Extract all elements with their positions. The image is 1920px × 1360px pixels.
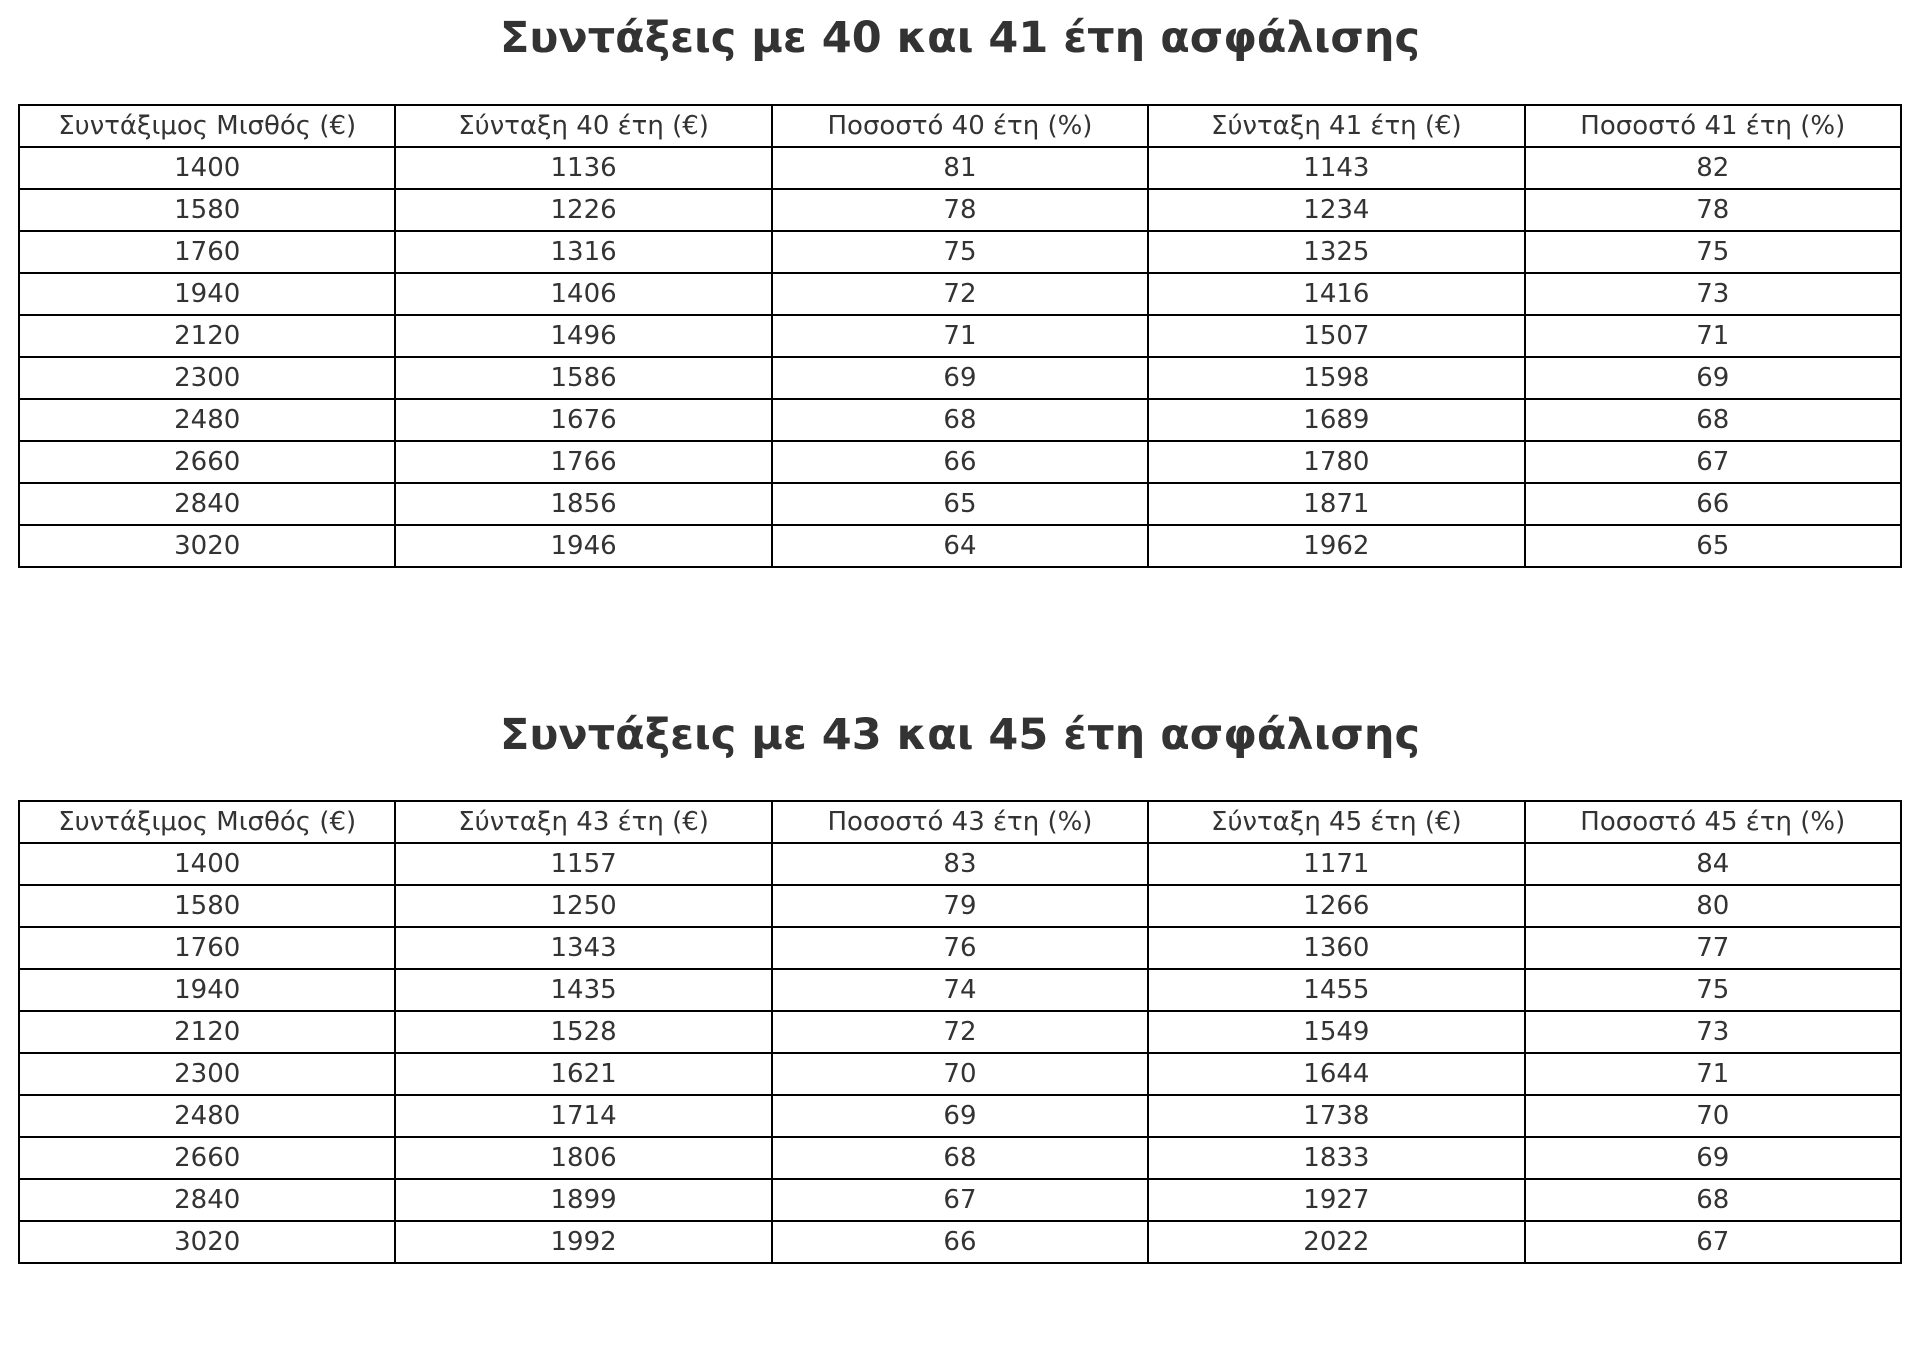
table-cell: 1171 bbox=[1148, 843, 1524, 885]
table-cell: 75 bbox=[1525, 231, 1901, 273]
table-cell: 76 bbox=[772, 927, 1148, 969]
table-row bbox=[19, 1053, 1901, 1095]
table-cell: 1157 bbox=[395, 843, 771, 885]
table-cell: 2120 bbox=[19, 1011, 395, 1053]
table-cell: 1927 bbox=[1148, 1179, 1524, 1221]
table-cell: 75 bbox=[772, 231, 1148, 273]
table-cell: 1714 bbox=[395, 1095, 771, 1137]
table-cell: 2660 bbox=[19, 441, 395, 483]
table-cell: 1598 bbox=[1148, 357, 1524, 399]
table-cell: 1833 bbox=[1148, 1137, 1524, 1179]
column-header: Ποσοστό 41 έτη (%) bbox=[1525, 105, 1901, 147]
table-cell: 1738 bbox=[1148, 1095, 1524, 1137]
table-cell: 1580 bbox=[19, 189, 395, 231]
table-cell: 69 bbox=[772, 357, 1148, 399]
table-cell: 1940 bbox=[19, 969, 395, 1011]
table-row bbox=[19, 399, 1901, 441]
table-row bbox=[19, 147, 1901, 189]
table-cell: 1325 bbox=[1148, 231, 1524, 273]
pension-table-40-41 bbox=[18, 104, 1902, 568]
table-cell: 1946 bbox=[395, 525, 771, 567]
table-row bbox=[19, 441, 1901, 483]
column-header: Σύνταξη 40 έτη (€) bbox=[395, 105, 771, 147]
pension-table-section-43-45 bbox=[18, 697, 1902, 1257]
table-cell: 77 bbox=[1525, 927, 1901, 969]
table-cell: 81 bbox=[772, 147, 1148, 189]
table-cell: 71 bbox=[772, 315, 1148, 357]
table-cell: 69 bbox=[772, 1095, 1148, 1137]
pension-table-43-45 bbox=[18, 800, 1902, 1264]
table-cell: 1676 bbox=[395, 399, 771, 441]
table-cell: 3020 bbox=[19, 1221, 395, 1263]
table-cell: 71 bbox=[1525, 315, 1901, 357]
column-header: Σύνταξη 41 έτη (€) bbox=[1148, 105, 1524, 147]
table-row bbox=[19, 885, 1901, 927]
table-cell: 1856 bbox=[395, 483, 771, 525]
table-cell: 1266 bbox=[1148, 885, 1524, 927]
table-row bbox=[19, 1095, 1901, 1137]
table-row bbox=[19, 189, 1901, 231]
table-row bbox=[19, 357, 1901, 399]
table-cell: 1806 bbox=[395, 1137, 771, 1179]
table-cell: 83 bbox=[772, 843, 1148, 885]
table-cell: 1549 bbox=[1148, 1011, 1524, 1053]
table-cell: 82 bbox=[1525, 147, 1901, 189]
table-cell: 65 bbox=[1525, 525, 1901, 567]
table-cell: 71 bbox=[1525, 1053, 1901, 1095]
table-row bbox=[19, 1011, 1901, 1053]
table-body bbox=[19, 843, 1901, 1263]
table-cell: 73 bbox=[1525, 273, 1901, 315]
table-cell: 1992 bbox=[395, 1221, 771, 1263]
table-row bbox=[19, 315, 1901, 357]
table-cell: 2022 bbox=[1148, 1221, 1524, 1263]
table-cell: 69 bbox=[1525, 357, 1901, 399]
table-cell: 2120 bbox=[19, 315, 395, 357]
column-header: Συντάξιμος Μισθός (€) bbox=[19, 801, 395, 843]
column-header: Σύνταξη 45 έτη (€) bbox=[1148, 801, 1524, 843]
table-cell: 66 bbox=[1525, 483, 1901, 525]
table-cell: 80 bbox=[1525, 885, 1901, 927]
table-row bbox=[19, 231, 1901, 273]
table-cell: 1343 bbox=[395, 927, 771, 969]
table-body bbox=[19, 147, 1901, 567]
table-row bbox=[19, 1179, 1901, 1221]
table-cell: 1580 bbox=[19, 885, 395, 927]
column-header: Σύνταξη 43 έτη (€) bbox=[395, 801, 771, 843]
table-row bbox=[19, 525, 1901, 567]
table-cell: 1226 bbox=[395, 189, 771, 231]
table-cell: 1250 bbox=[395, 885, 771, 927]
table-cell: 66 bbox=[772, 1221, 1148, 1263]
table-cell: 1586 bbox=[395, 357, 771, 399]
pension-table-section-40-41 bbox=[18, 0, 1902, 561]
table-row bbox=[19, 1137, 1901, 1179]
column-header: Ποσοστό 40 έτη (%) bbox=[772, 105, 1148, 147]
table-cell: 70 bbox=[772, 1053, 1148, 1095]
table-cell: 66 bbox=[772, 441, 1148, 483]
table-cell: 74 bbox=[772, 969, 1148, 1011]
table-cell: 1316 bbox=[395, 231, 771, 273]
table-row bbox=[19, 1221, 1901, 1263]
table-cell: 1766 bbox=[395, 441, 771, 483]
table-row bbox=[19, 273, 1901, 315]
column-header: Συντάξιμος Μισθός (€) bbox=[19, 105, 395, 147]
table-cell: 79 bbox=[772, 885, 1148, 927]
table-cell: 67 bbox=[1525, 441, 1901, 483]
table-cell: 2840 bbox=[19, 1179, 395, 1221]
table-cell: 1400 bbox=[19, 147, 395, 189]
table-cell: 78 bbox=[1525, 189, 1901, 231]
column-header: Ποσοστό 45 έτη (%) bbox=[1525, 801, 1901, 843]
table-cell: 1899 bbox=[395, 1179, 771, 1221]
table-title: Συντάξεις με 40 και 41 έτη ασφάλισης bbox=[500, 13, 1420, 63]
table-cell: 1496 bbox=[395, 315, 771, 357]
table-cell: 2480 bbox=[19, 1095, 395, 1137]
table-cell: 1455 bbox=[1148, 969, 1524, 1011]
table-cell: 67 bbox=[772, 1179, 1148, 1221]
table-cell: 1136 bbox=[395, 147, 771, 189]
table-cell: 72 bbox=[772, 1011, 1148, 1053]
table-cell: 2300 bbox=[19, 357, 395, 399]
table-cell: 1871 bbox=[1148, 483, 1524, 525]
table-cell: 65 bbox=[772, 483, 1148, 525]
table-cell: 2660 bbox=[19, 1137, 395, 1179]
table-cell: 72 bbox=[772, 273, 1148, 315]
table-cell: 1760 bbox=[19, 231, 395, 273]
table-cell: 1435 bbox=[395, 969, 771, 1011]
table-row bbox=[19, 483, 1901, 525]
table-cell: 78 bbox=[772, 189, 1148, 231]
table-row bbox=[19, 969, 1901, 1011]
table-header-row bbox=[19, 105, 1901, 147]
table-cell: 1528 bbox=[395, 1011, 771, 1053]
table-title: Συντάξεις με 43 και 45 έτη ασφάλισης bbox=[500, 710, 1420, 760]
table-cell: 1234 bbox=[1148, 189, 1524, 231]
table-cell: 67 bbox=[1525, 1221, 1901, 1263]
table-cell: 3020 bbox=[19, 525, 395, 567]
table-cell: 1940 bbox=[19, 273, 395, 315]
table-cell: 68 bbox=[1525, 1179, 1901, 1221]
table-cell: 1143 bbox=[1148, 147, 1524, 189]
table-cell: 1621 bbox=[395, 1053, 771, 1095]
table-cell: 1644 bbox=[1148, 1053, 1524, 1095]
table-cell: 1416 bbox=[1148, 273, 1524, 315]
table-cell: 68 bbox=[1525, 399, 1901, 441]
table-cell: 75 bbox=[1525, 969, 1901, 1011]
table-cell: 1780 bbox=[1148, 441, 1524, 483]
table-cell: 84 bbox=[1525, 843, 1901, 885]
table-cell: 1689 bbox=[1148, 399, 1524, 441]
table-header-row bbox=[19, 801, 1901, 843]
table-cell: 1360 bbox=[1148, 927, 1524, 969]
table-row bbox=[19, 843, 1901, 885]
table-cell: 1760 bbox=[19, 927, 395, 969]
table-cell: 1507 bbox=[1148, 315, 1524, 357]
table-cell: 1962 bbox=[1148, 525, 1524, 567]
table-cell: 68 bbox=[772, 399, 1148, 441]
table-cell: 70 bbox=[1525, 1095, 1901, 1137]
table-cell: 2840 bbox=[19, 483, 395, 525]
table-cell: 69 bbox=[1525, 1137, 1901, 1179]
table-cell: 2480 bbox=[19, 399, 395, 441]
table-row bbox=[19, 927, 1901, 969]
table-cell: 73 bbox=[1525, 1011, 1901, 1053]
table-cell: 2300 bbox=[19, 1053, 395, 1095]
column-header: Ποσοστό 43 έτη (%) bbox=[772, 801, 1148, 843]
table-cell: 1400 bbox=[19, 843, 395, 885]
table-cell: 1406 bbox=[395, 273, 771, 315]
table-cell: 68 bbox=[772, 1137, 1148, 1179]
table-cell: 64 bbox=[772, 525, 1148, 567]
